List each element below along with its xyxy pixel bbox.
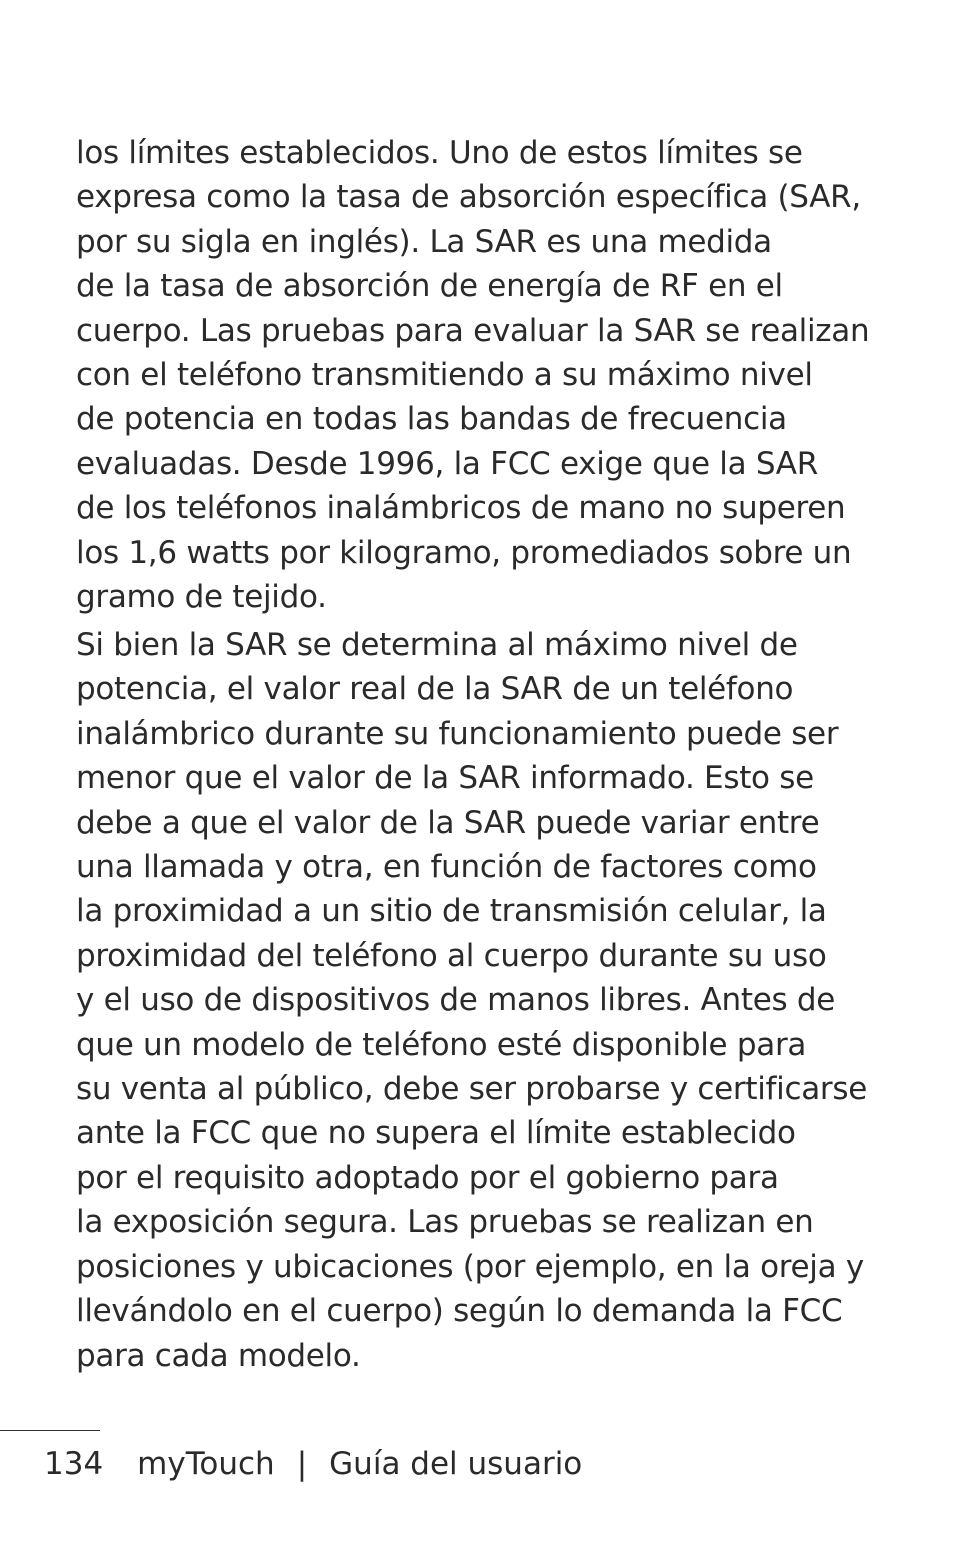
text-line: que un modelo de teléfono esté disponible para [76, 1026, 807, 1063]
page-footer [44, 1442, 582, 1486]
text-line: los límites establecidos. Uno de estos límites se [76, 135, 803, 171]
text-line: cuerpo. Las pruebas para evaluar la SAR se realizan [76, 312, 870, 349]
text-line: su venta al público, debe ser probarse y certificarse [76, 1071, 867, 1108]
text-line: expresa como la tasa de absorción específica (SAR, [76, 179, 861, 216]
text-line: proximidad del teléfono al cuerpo durante su uso [76, 937, 827, 974]
text-line: Si bien la SAR se determina al máximo nivel de [76, 627, 798, 663]
text-line: potencia, el valor real de la SAR de un teléfono [76, 671, 794, 708]
text-line: con el teléfono transmitiendo a su máximo nivel [76, 357, 813, 394]
text-line: llevándolo en el cuerpo) según lo demanda la FCC [76, 1293, 843, 1330]
text-line: ante la FCC que no supera el límite establecido [76, 1115, 796, 1152]
footer-divider [0, 1430, 100, 1431]
text-line: evaluadas. Desde 1996, la FCC exige que la SAR [76, 445, 818, 482]
text-line: de la tasa de absorción de energía de RF en el [76, 268, 783, 305]
text-line: debe a que el valor de la SAR puede variar entre [76, 804, 820, 841]
text-line: y el uso de dispositivos de manos libres. Antes de [76, 982, 836, 1019]
text-line: menor que el valor de la SAR informado. Esto se [76, 760, 814, 797]
page-number: 134 [44, 1446, 104, 1482]
text-line: para cada modelo. [76, 1337, 361, 1374]
body-paragraph-1 [76, 131, 876, 619]
text-line: de los teléfonos inalámbricos de mano no superen [76, 490, 846, 527]
text-line: inalámbrico durante su funcionamiento puede ser [76, 715, 839, 752]
text-line: la exposición segura. Las pruebas se realizan en [76, 1204, 814, 1241]
text-line: posiciones y ubicaciones (por ejemplo, en la oreja y [76, 1248, 864, 1285]
section-title: Guía del usuario [329, 1446, 583, 1482]
body-paragraph-2 [76, 623, 876, 1378]
text-line: por el requisito adoptado por el gobierno para [76, 1159, 779, 1196]
footer-separator: | [296, 1446, 308, 1482]
text-line: los 1,6 watts por kilogramo, promediados sobre un [76, 534, 852, 571]
text-line: por su sigla en inglés). La SAR es una medida [76, 223, 772, 260]
text-line: una llamada y otra, en función de factores como [76, 849, 817, 886]
text-line: la proximidad a un sitio de transmisión celular, la [76, 893, 827, 930]
product-name: myTouch [137, 1446, 275, 1482]
text-line: gramo de tejido. [76, 579, 327, 616]
text-line: de potencia en todas las bandas de frecuencia [76, 401, 787, 438]
